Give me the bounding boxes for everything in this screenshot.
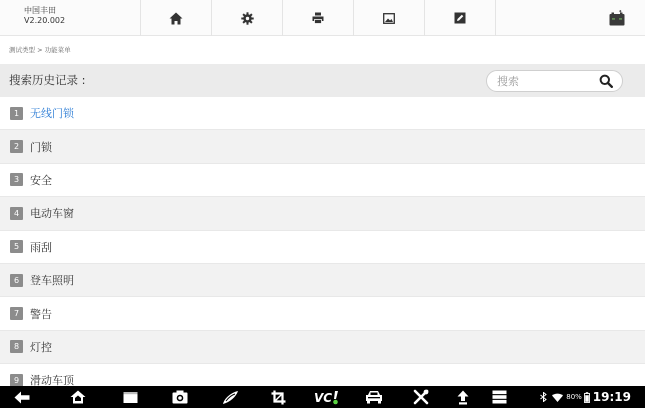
list-item[interactable] [0, 364, 645, 386]
list-item[interactable] [0, 264, 645, 297]
home-nav-button[interactable] [60, 388, 96, 406]
list-item[interactable] [0, 97, 645, 130]
menu-list-button[interactable] [484, 388, 514, 406]
search-input[interactable] [497, 72, 592, 90]
battery-status-icon [584, 392, 590, 403]
bluetooth-icon [540, 392, 547, 402]
list-item[interactable] [0, 130, 645, 163]
app-version: V2.20.002 [24, 16, 66, 25]
car-icon [365, 390, 383, 404]
item-number-badge: 4 [10, 207, 23, 220]
gear-icon [241, 12, 254, 25]
toolbar [140, 0, 496, 36]
list-item[interactable] [0, 197, 645, 230]
crop-button[interactable] [260, 388, 296, 406]
search-history-label: 搜索历史记录 : [9, 73, 86, 87]
edit-icon [454, 12, 466, 24]
home-button[interactable] [140, 0, 211, 36]
upload-button[interactable] [448, 388, 478, 406]
clock: 19:19 [592, 390, 631, 404]
list-item-label: 警告 [30, 307, 52, 321]
list-item-label: 滑动车顶 [30, 374, 74, 386]
system-nav-bar [0, 386, 645, 408]
vci-button[interactable] [307, 388, 347, 406]
list-item[interactable] [0, 297, 645, 330]
item-number-badge: 5 [10, 240, 23, 253]
top-bar [0, 0, 645, 36]
item-number-badge: 1 [10, 107, 23, 120]
crop-icon [271, 390, 286, 405]
list-item-label: 灯控 [30, 340, 52, 354]
brush-icon [222, 390, 239, 405]
printer-icon [312, 12, 324, 24]
list-item[interactable] [0, 231, 645, 264]
item-number-badge: 2 [10, 140, 23, 153]
settings-button[interactable] [211, 0, 282, 36]
back-icon [14, 391, 30, 404]
item-number-badge: 8 [10, 340, 23, 353]
camera-icon [172, 390, 188, 404]
brush-button[interactable] [212, 388, 248, 406]
tools-button[interactable] [403, 388, 439, 406]
screenshot-button[interactable] [353, 0, 424, 36]
list-item-label: 登车照明 [30, 274, 74, 288]
home-icon [70, 390, 86, 404]
tools-icon [413, 389, 429, 405]
back-button[interactable] [4, 388, 40, 406]
search-box [486, 70, 623, 92]
list-item-label: 无线门锁 [30, 107, 74, 121]
list-item[interactable] [0, 331, 645, 364]
status-area [540, 386, 631, 408]
function-menu-list [0, 97, 645, 386]
list-item-label: 安全 [30, 173, 52, 187]
item-number-badge: 6 [10, 274, 23, 287]
item-number-badge: 9 [10, 374, 23, 386]
recent-apps-button[interactable] [112, 388, 148, 406]
search-bar [0, 64, 645, 97]
svg-text:VC: VC [314, 390, 333, 405]
vci-battery-button[interactable] [497, 0, 645, 36]
wifi-icon [552, 393, 563, 402]
menu-list-icon [492, 390, 507, 404]
camera-button[interactable] [162, 388, 198, 406]
breadcrumb: 测试类型 > 功能菜单 [9, 46, 71, 54]
print-button[interactable] [282, 0, 353, 36]
recent-apps-icon [123, 391, 138, 404]
image-icon [383, 13, 395, 24]
vehicle-button[interactable] [356, 388, 392, 406]
vci-icon [314, 390, 340, 405]
home-icon [169, 12, 183, 25]
app-name: 中国丰田 [24, 6, 56, 15]
app-info [0, 0, 140, 36]
list-item-label: 雨刮 [30, 240, 52, 254]
edit-button[interactable] [424, 0, 496, 36]
battery-percent: 80% [566, 393, 582, 401]
search-icon[interactable] [599, 74, 613, 88]
item-number-badge: 7 [10, 307, 23, 320]
list-item-label: 门锁 [30, 140, 52, 154]
list-item[interactable] [0, 164, 645, 197]
list-item-label: 电动车窗 [30, 207, 74, 221]
item-number-badge: 3 [10, 173, 23, 186]
upload-icon [457, 390, 469, 405]
battery-icon [609, 10, 625, 26]
